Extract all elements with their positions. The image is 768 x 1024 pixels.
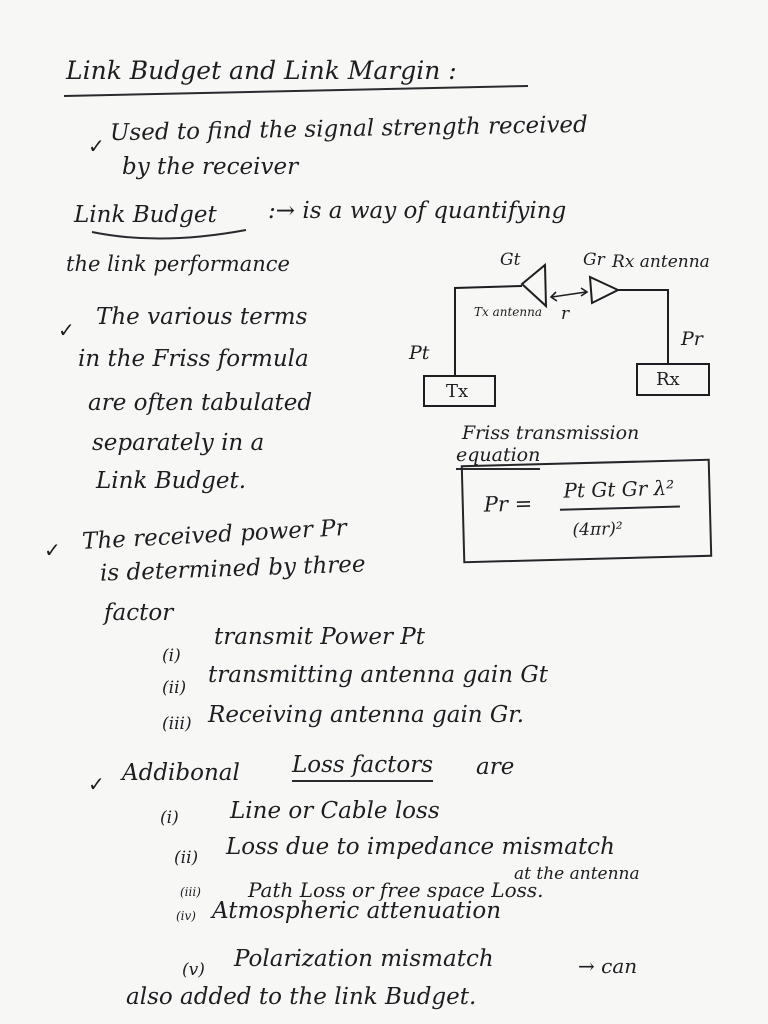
loss-num: (v)	[182, 960, 205, 980]
loss-text: at the antenna	[514, 864, 640, 884]
equation-caption: Friss transmission	[462, 422, 640, 444]
loss-text: Atmospheric attenuation	[212, 898, 502, 924]
loss-num: (iii)	[180, 885, 201, 899]
tx-antenna-icon	[522, 265, 546, 306]
factor-text: transmitting antenna gain Gt	[208, 662, 548, 688]
equation-box	[461, 459, 712, 563]
received-power-line3: factor	[104, 600, 174, 626]
equation-lhs: Pr =	[483, 491, 533, 517]
pr-label: Pr	[681, 328, 703, 350]
rx-antenna-label: Rx antenna	[612, 252, 710, 272]
factor-num: (iii)	[162, 714, 192, 734]
distance-arrow	[552, 292, 586, 297]
definition-term: Link Budget	[74, 202, 217, 228]
loss-text: Loss due to impedance mismatch	[226, 834, 615, 860]
can-text: → can	[578, 954, 638, 978]
received-power-line1: The received power Pr	[81, 515, 348, 555]
tick-icon: ✓	[44, 538, 61, 562]
rx-antenna-icon	[590, 277, 618, 303]
friss-para-line: in the Friss formula	[78, 346, 309, 372]
definition-line2: the link performance	[66, 252, 290, 276]
tick-icon: ✓	[88, 134, 105, 158]
losses-heading-post: are	[476, 754, 515, 780]
rx-wire	[618, 290, 668, 364]
intro-line1: Used to find the signal strength received	[109, 111, 588, 147]
tx-antenna-label: Tx antenna	[474, 305, 543, 319]
intro-line2: by the receiver	[122, 154, 299, 180]
term-underline	[92, 230, 246, 239]
loss-num: (ii)	[174, 848, 199, 868]
gt-label: Gt	[500, 250, 521, 270]
r-label: r	[561, 304, 570, 324]
loss-num: (iv)	[176, 909, 196, 923]
tx-box-label: Tx	[446, 381, 469, 402]
factor-text: transmit Power Pt	[214, 624, 425, 650]
friss-para-line: The various terms	[96, 304, 308, 330]
closing-line: also added to the link Budget.	[126, 984, 477, 1010]
pt-label: Pt	[409, 342, 430, 364]
friss-para-line: Link Budget.	[96, 468, 247, 494]
received-power-line2: is determined by three	[99, 551, 366, 587]
tick-icon: ✓	[88, 772, 105, 796]
friss-para-line: separately in a	[92, 430, 265, 456]
tx-wire	[455, 286, 522, 375]
factor-num: (ii)	[162, 678, 187, 698]
rx-box-label: Rx	[656, 369, 680, 390]
page-title: Link Budget and Link Margin :	[66, 56, 457, 85]
loss-num: (i)	[160, 808, 179, 828]
factor-num: (i)	[162, 646, 181, 666]
losses-heading-pre: Addibonal	[122, 760, 240, 786]
losses-heading-ul: Loss factors	[292, 754, 433, 782]
title-underline	[64, 86, 528, 96]
definition-arrow-text: :→ is a way of quantifying	[268, 198, 567, 224]
gr-label: Gr	[583, 250, 605, 270]
equation-denominator: (4πr)²	[572, 519, 623, 541]
tick-icon: ✓	[58, 318, 75, 342]
loss-text: Path Loss or free space Loss.	[248, 878, 544, 902]
fraction-bar	[560, 506, 680, 511]
equation-numerator: Pt Gt Gr λ²	[563, 475, 675, 503]
friss-para-line: are often tabulated	[88, 390, 313, 416]
factor-text: Receiving antenna gain Gr.	[208, 702, 525, 728]
loss-text: Line or Cable loss	[230, 798, 440, 824]
equation-caption-2: equation	[456, 446, 540, 470]
loss-text: Polarization mismatch	[234, 946, 494, 972]
